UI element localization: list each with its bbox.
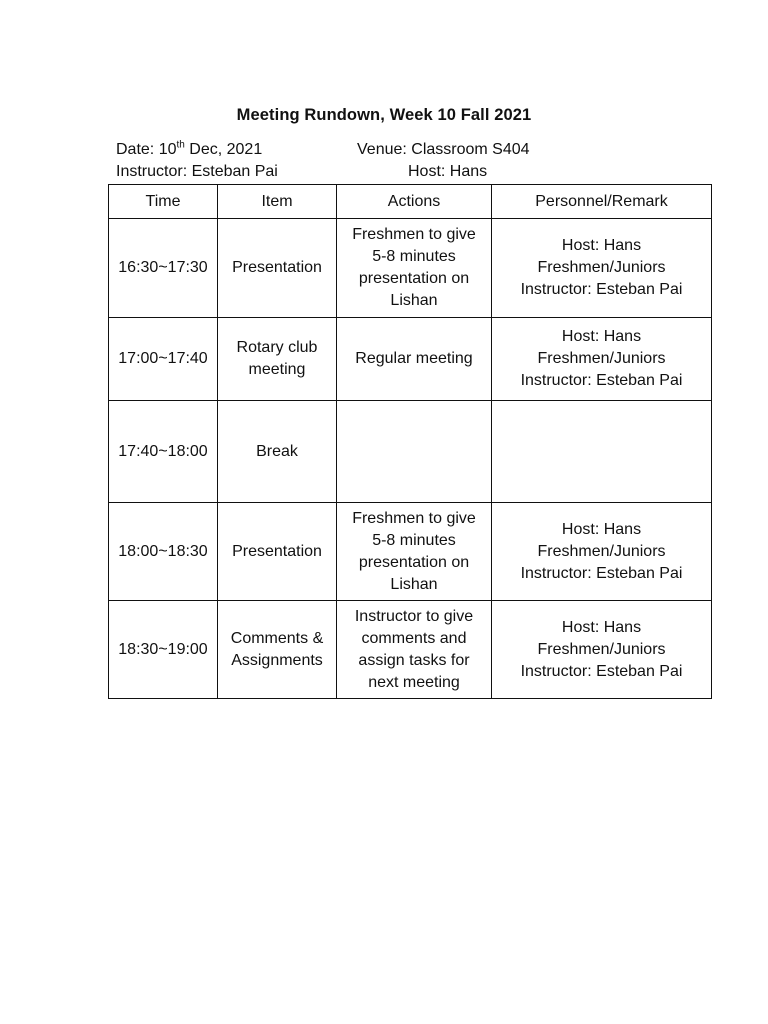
cell-personnel: Host: Hans Freshmen/Juniors Instructor: Esteban Pai [492, 503, 712, 601]
cell-item: Rotary club meeting [218, 318, 337, 401]
header-personnel: Personnel/Remark [492, 185, 712, 219]
date-day: 10 [158, 141, 177, 158]
cell-time: 17:00~17:40 [109, 318, 218, 401]
page-title: Meeting Rundown, Week 10 Fall 2021 [236, 106, 532, 124]
cell-actions: Regular meeting [337, 318, 492, 401]
cell-personnel: Host: Hans Freshmen/Juniors Instructor: Esteban Pai [492, 601, 712, 699]
rundown-table [108, 184, 712, 699]
header-actions: Actions [337, 185, 492, 219]
header-item: Item [218, 185, 337, 219]
cell-item: Break [218, 401, 337, 503]
cell-time: 16:30~17:30 [109, 219, 218, 318]
date-month-year: Dec, 2021 [184, 141, 263, 158]
table-row [109, 401, 712, 503]
header-time: Time [109, 185, 218, 219]
meeting-host: Host: Hans [408, 163, 488, 180]
date-ordinal-suffix: th [176, 139, 185, 151]
cell-item: Presentation [218, 503, 337, 601]
cell-item: Comments & Assignments [218, 601, 337, 699]
table-row [109, 219, 712, 318]
date-label: Date: [116, 141, 159, 158]
table-row [109, 601, 712, 699]
table-header-row [109, 185, 712, 219]
cell-actions: Instructor to give comments and assign tasks for next meeting [337, 601, 492, 699]
cell-actions: Freshmen to give 5-8 minutes presentation on Lishan [337, 503, 492, 601]
cell-time: 18:00~18:30 [109, 503, 218, 601]
table-row [109, 503, 712, 601]
cell-personnel: Host: Hans Freshmen/Juniors Instructor: Esteban Pai [492, 219, 712, 318]
meeting-date [116, 141, 262, 159]
meeting-instructor: Instructor: Esteban Pai [116, 163, 278, 180]
meeting-venue: Venue: Classroom S404 [357, 141, 530, 158]
cell-personnel [492, 401, 712, 503]
table-row [109, 318, 712, 401]
cell-time: 17:40~18:00 [109, 401, 218, 503]
cell-actions: Freshmen to give 5-8 minutes presentation on Lishan [337, 219, 492, 318]
cell-time: 18:30~19:00 [109, 601, 218, 699]
cell-item: Presentation [218, 219, 337, 318]
cell-personnel: Host: Hans Freshmen/Juniors Instructor: Esteban Pai [492, 318, 712, 401]
cell-actions [337, 401, 492, 503]
